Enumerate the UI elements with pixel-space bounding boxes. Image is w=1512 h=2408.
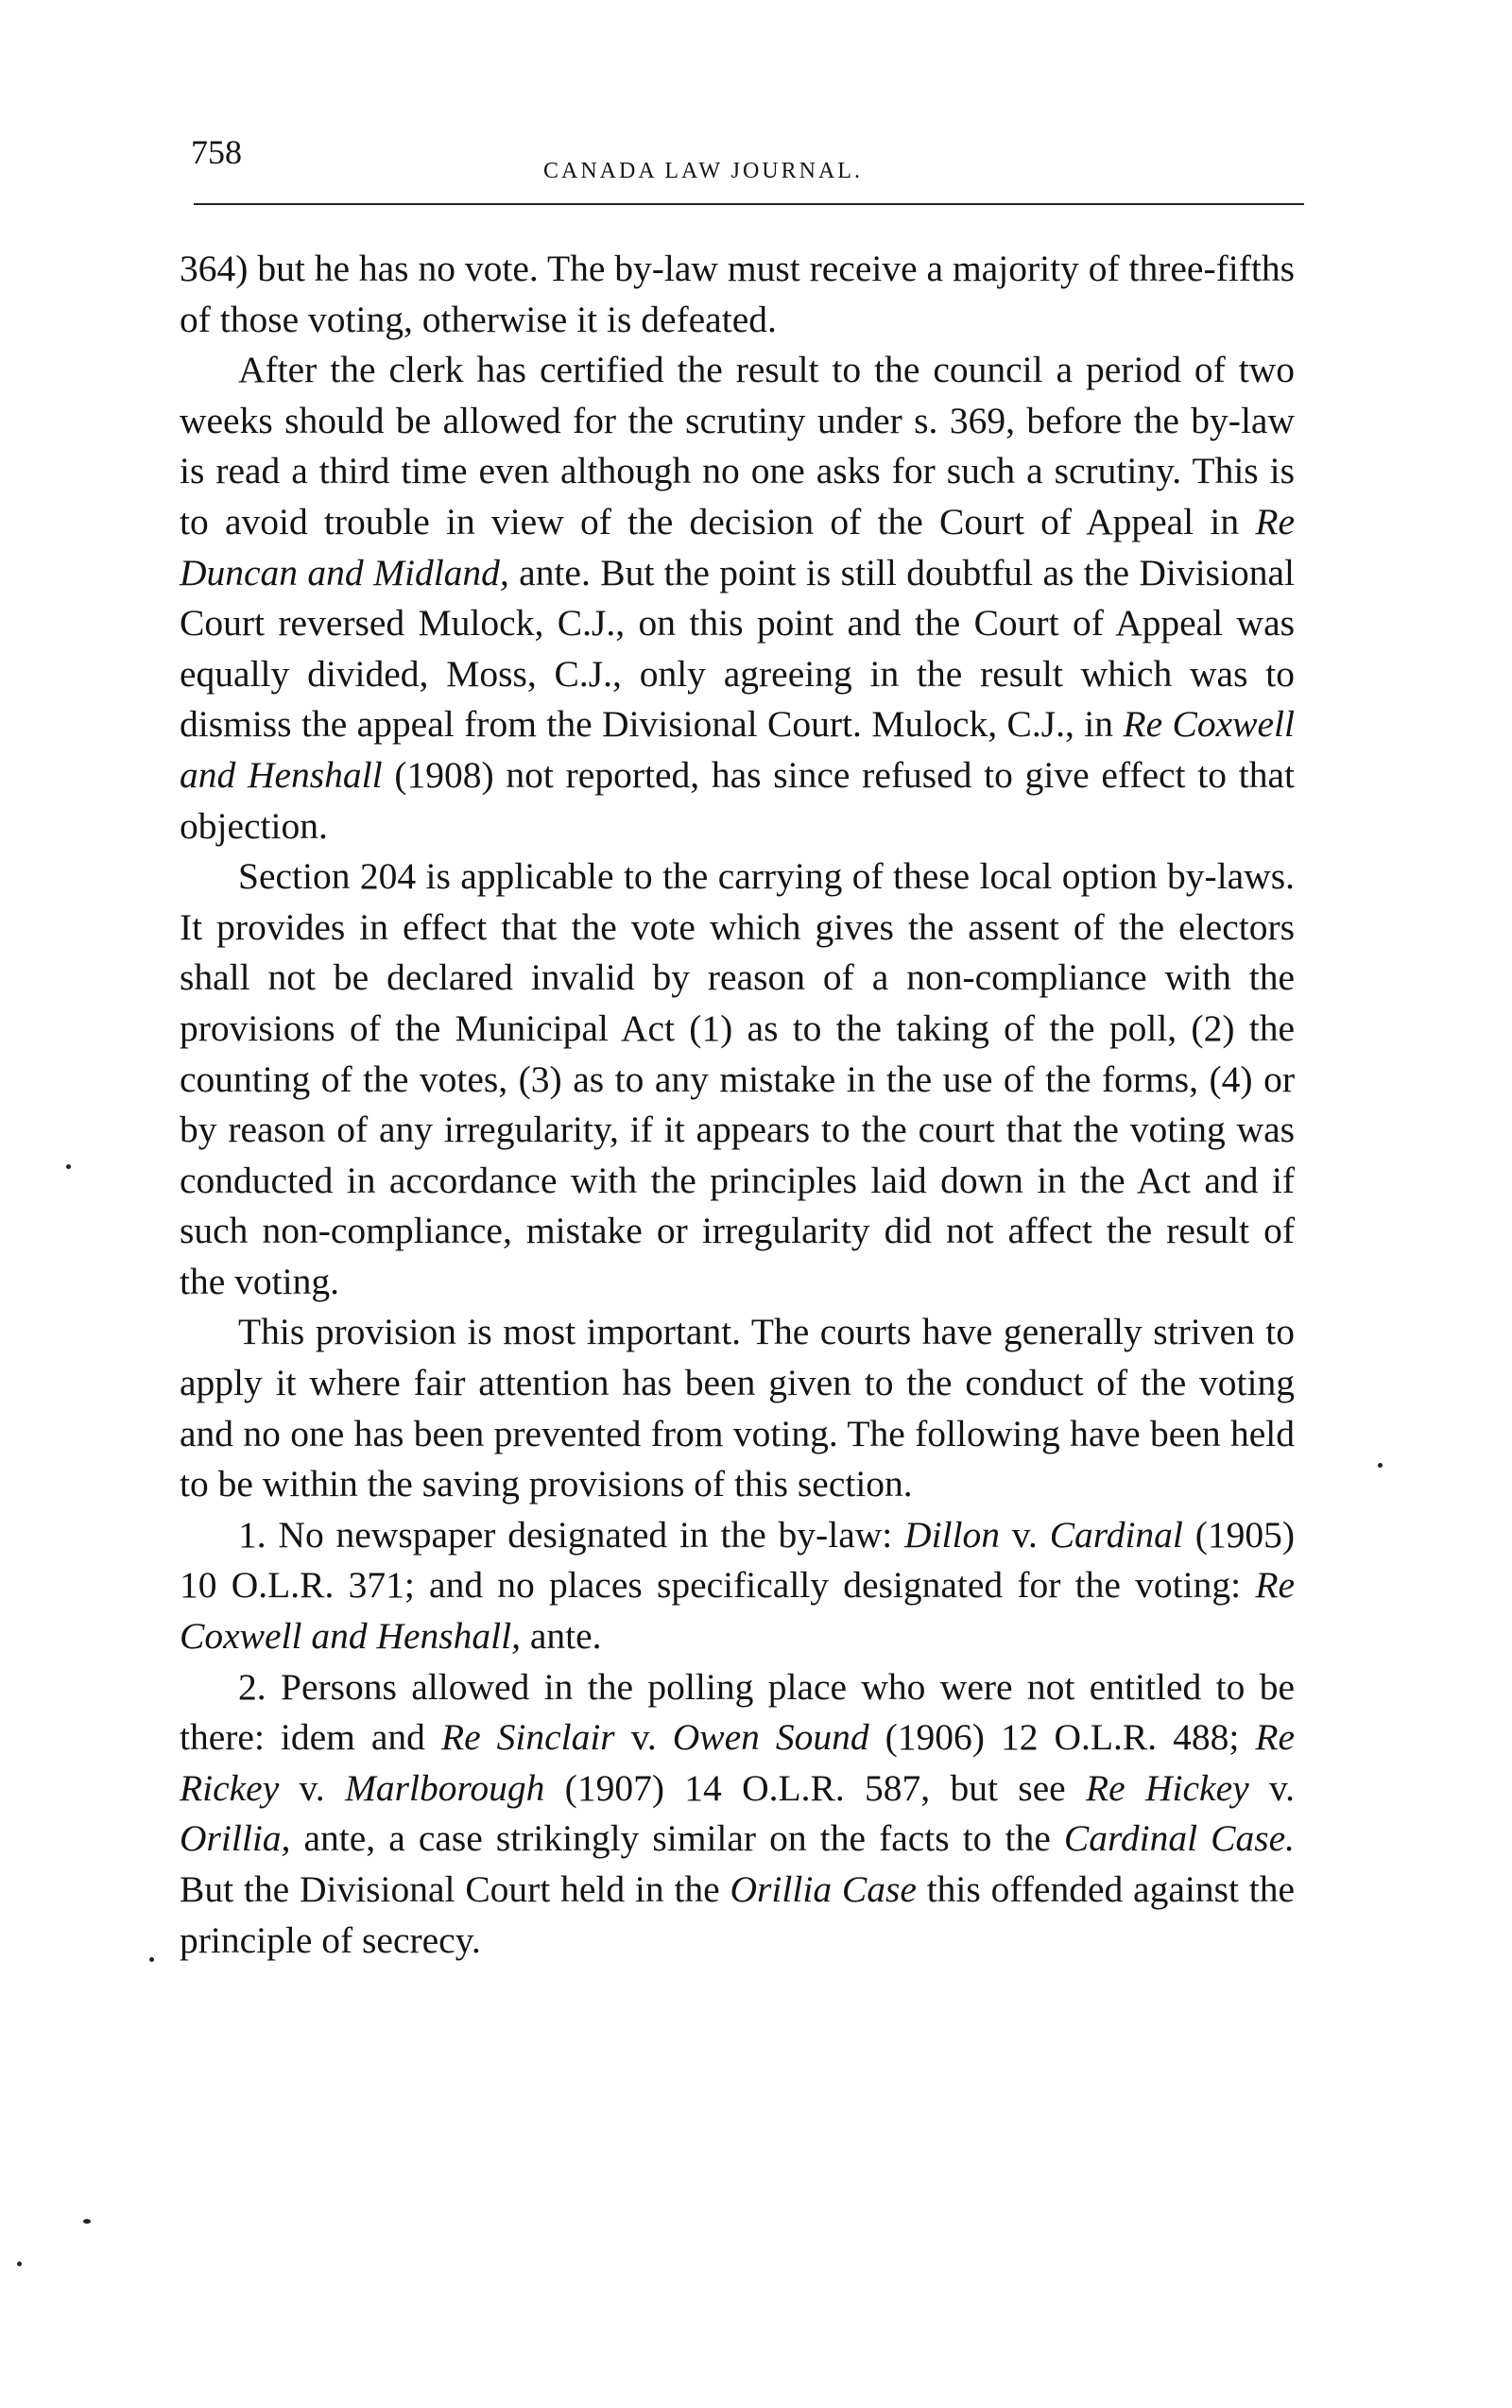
scan-speck	[1378, 1463, 1383, 1468]
page-header	[180, 132, 1304, 198]
paragraph: 364) but he has no vote. The by-law must receive a majority of three-fifths of those voting, otherwise it is defeated.	[180, 248, 1295, 340]
scan-speck	[17, 2262, 22, 2266]
scan-speck	[66, 1164, 71, 1169]
scan-speck	[83, 2219, 91, 2224]
body-text	[180, 244, 1295, 1966]
paragraph: 1. No newspaper designated in the by-law: Dillon v. Cardinal (1905) 10 O.L.R. 371; and no places specifically designated for the voting: Re Coxwell and Henshall, ante.	[180, 1513, 1296, 1658]
paragraph: After the clerk has certified the result to the council a period of two weeks should be allowed for the scrutiny under s. 369, before the by-law is read a third time even although no one asks for such a scrutiny. This is to avoid trouble in view of the decision of the Court of Appeal in Re Duncan and Midland, ante. But the point is still doubtful as the Divisional Court reversed Mulock, C.J., on this point and the Court of Appeal was equally divided, Moss, C.J., only agreeing in the result which was to dismiss the appeal from the Divisional Court. Mulock, C.J., in Re Coxwell and Henshall (1908) not reported, has since refused to give effect to that objection.	[180, 349, 1295, 847]
scan-speck	[149, 1957, 154, 1962]
page-number: 758	[191, 133, 242, 171]
paragraph: 2. Persons allowed in the polling place who were not entitled to be there: idem and Re Sinclair v. Owen Sound (1906) 12 O.L.R. 488; Re Rickey v. Marlborough (1907) 14 O.L.R. 587, but see Re Hickey v. Orillia, ante, a case strikingly similar on the facts to the Cardinal Case. But the Divisional Court held in the Orillia Case this offended against the principle of secrecy.	[180, 1665, 1296, 1961]
paragraph: This provision is most important. The courts have generally striven to apply it where fair attention has been given to the conduct of the voting and no one has been prevented from voting. The following have been held to be within the saving provisions of this section.	[180, 1311, 1295, 1505]
running-title: CANADA LAW JOURNAL.	[543, 159, 863, 183]
header-rule	[194, 203, 1304, 205]
paragraph: Section 204 is applicable to the carrying of these local option by-laws. It provides in effect that the vote which gives the assent of the electors shall not be declared invalid by reason of a non-compliance with the provisions of the Municipal Act (1) as to the taking of the poll, (2) the counting of the votes, (3) as to any mistake in the use of the forms, (4) or by reason of any irregularity, if it appears to the court that the voting was conducted in accordance with the principles laid down in the Act and if such non-compliance, mistake or irregularity did not affect the result of the voting.	[180, 855, 1295, 1302]
